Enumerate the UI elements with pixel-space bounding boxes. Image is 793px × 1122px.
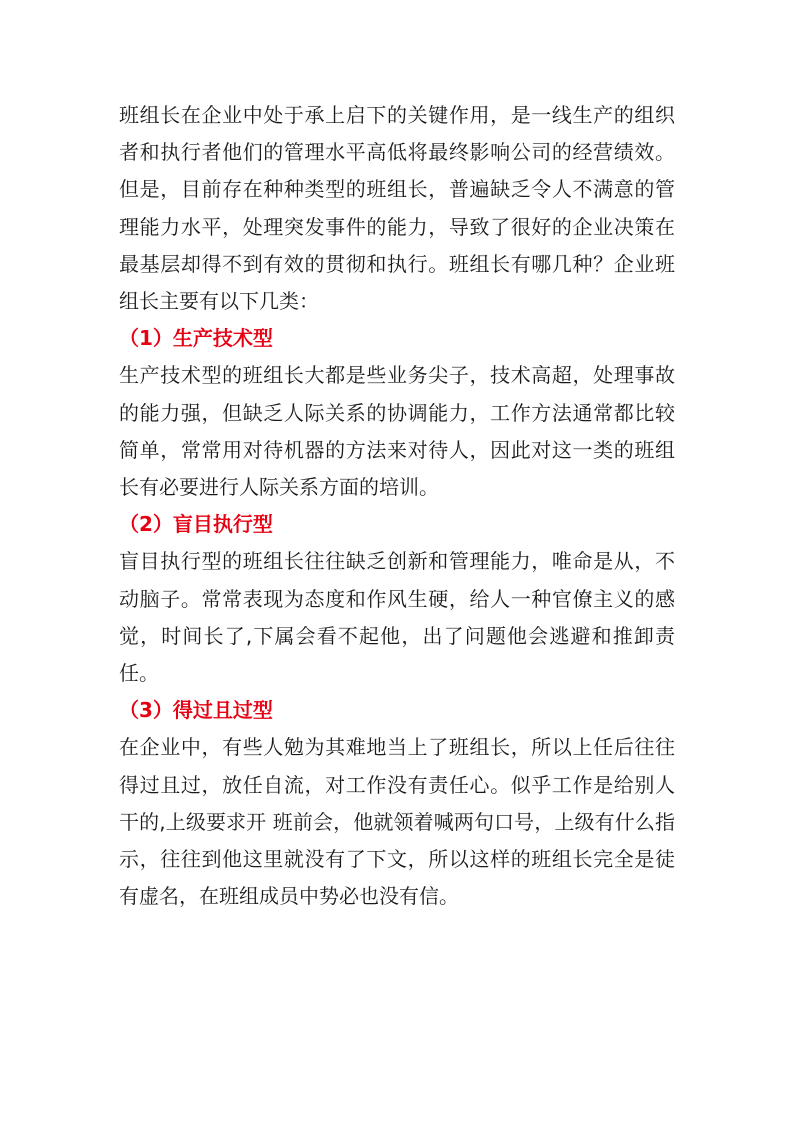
- section-paragraph-3: 在企业中，有些人勉为其难地当上了班组长，所以上任后往往得过且过，放任自流，对工作没有责任心。似乎工作是给别人干的,上级要求开 班前会，他就领着喊两句口号，上级有什么指示，往往到他这里就没有了下文，所以这样的班组长完全是徒有虚名，在班组成员中势必也没有信。: [119, 735, 675, 909]
- section-paragraph-2: 盲目执行型的班组长往往缺乏创新和管理能力，唯命是从，不动脑子。常常表现为态度和作风生硬，给人一种官僚主义的感觉，时间长了,下属会看不起他，出了问题他会逃避和推卸责任。: [119, 549, 675, 686]
- section-heading-2: （2）盲目执行型: [119, 512, 273, 537]
- section-heading-1: （1）生产技术型: [119, 326, 273, 351]
- section-heading-3: （3）得过且过型: [119, 698, 273, 723]
- section-paragraph-1: 生产技术型的班组长大都是些业务尖子，技术高超，处理事故的能力强，但缺乏人际关系的协调能力，工作方法通常都比较简单，常常用对待机器的方法来对待人，因此对这一类的班组长有必要进行人际关系方面的培训。: [119, 363, 675, 500]
- intro-paragraph: 班组长在企业中处于承上启下的关键作用，是一线生产的组织者和执行者他们的管理水平高低将最终影响公司的经营绩效。但是，目前存在种种类型的班组长，普遍缺乏令人不满意的管理能力水平，处理突发事件的能力，导致了很好的企业决策在最基层却得不到有效的贯彻和执行。班组长有哪几种？企业班组长主要有以下几类：: [119, 103, 675, 314]
- document-body: [119, 97, 675, 915]
